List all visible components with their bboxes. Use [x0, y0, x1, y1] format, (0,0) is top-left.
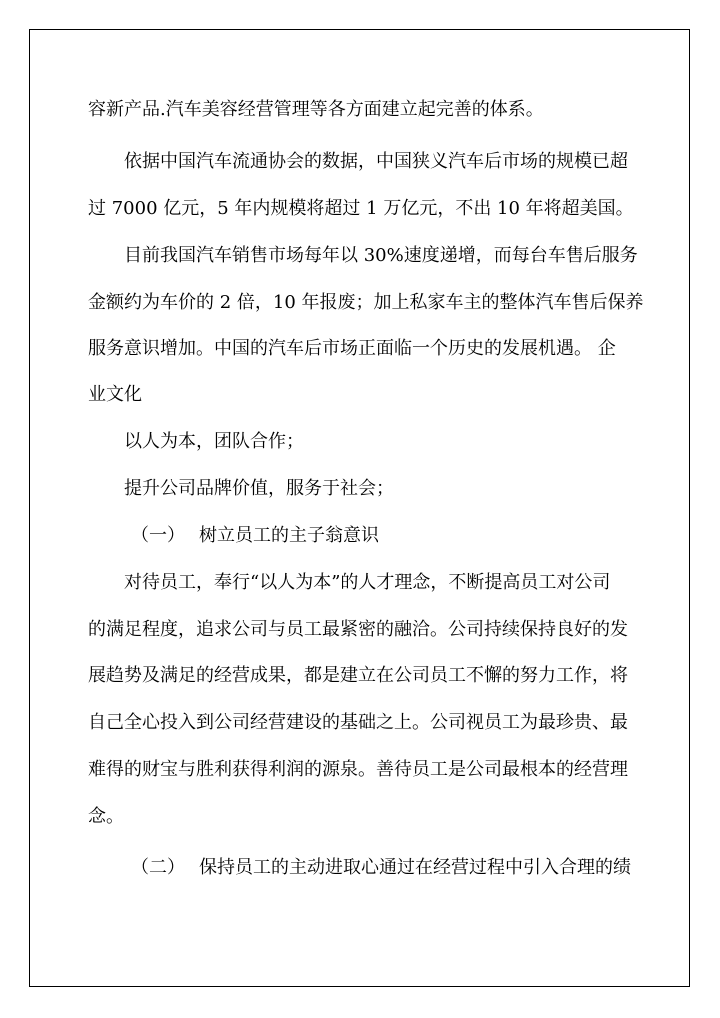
paragraph-line: 过 7000 亿元，5 年内规模将超过 1 万亿元，不出 10 年将超美国。 — [88, 198, 634, 219]
heading-number: （一） — [131, 525, 185, 546]
paragraph-line: 容新产品.汽车美容经营管理等各方面建立起完善的体系。 — [88, 99, 544, 120]
section-heading — [131, 524, 648, 548]
paragraph-line: 服务意识增加。中国的汽车后市场正面临一个历史的发展机遇。 企 — [88, 338, 616, 359]
section-heading — [131, 856, 648, 880]
paragraph-line: 的满足程度，追求公司与员工最紧密的融洽。公司持续保持良好的发 — [88, 619, 628, 640]
paragraph-line: 难得的财宝与胜利获得利润的源泉。善待员工是公司最根本的经营理 — [88, 759, 628, 780]
paragraph-line: 念。 — [88, 806, 124, 827]
paragraph-line: 展趋势及满足的经营成果，都是建立在公司员工不懈的努力工作，将 — [88, 665, 628, 686]
paragraph-line: 依据中国汽车流通协会的数据，中国狭义汽车后市场的规模已超 — [124, 151, 628, 172]
heading-text: 树立员工的主子翁意识 — [199, 525, 379, 546]
paragraph-line: 提升公司品牌价值，服务于社会； — [124, 478, 394, 499]
paragraph-line: 金额约为车价的 2 倍，10 年报废；加上私家车主的整体汽车售后保养 — [88, 292, 644, 313]
paragraph-line: 自己全心投入到公司经营建设的基础之上。公司视员工为最珍贵、最 — [88, 712, 628, 733]
paragraph-line: 业文化 — [88, 384, 142, 405]
paragraph-line: 目前我国汽车销售市场每年以 30%速度递增，而每台车售后服务 — [124, 245, 638, 266]
heading-number: （二） — [131, 857, 185, 878]
paragraph-line: 对待员工，奉行“以人为本”的人才理念，不断提高员工对公司 — [124, 572, 611, 593]
heading-text: 保持员工的主动进取心通过在经营过程中引入合理的绩 — [199, 857, 631, 878]
paragraph-line: 以人为本，团队合作； — [124, 431, 304, 452]
